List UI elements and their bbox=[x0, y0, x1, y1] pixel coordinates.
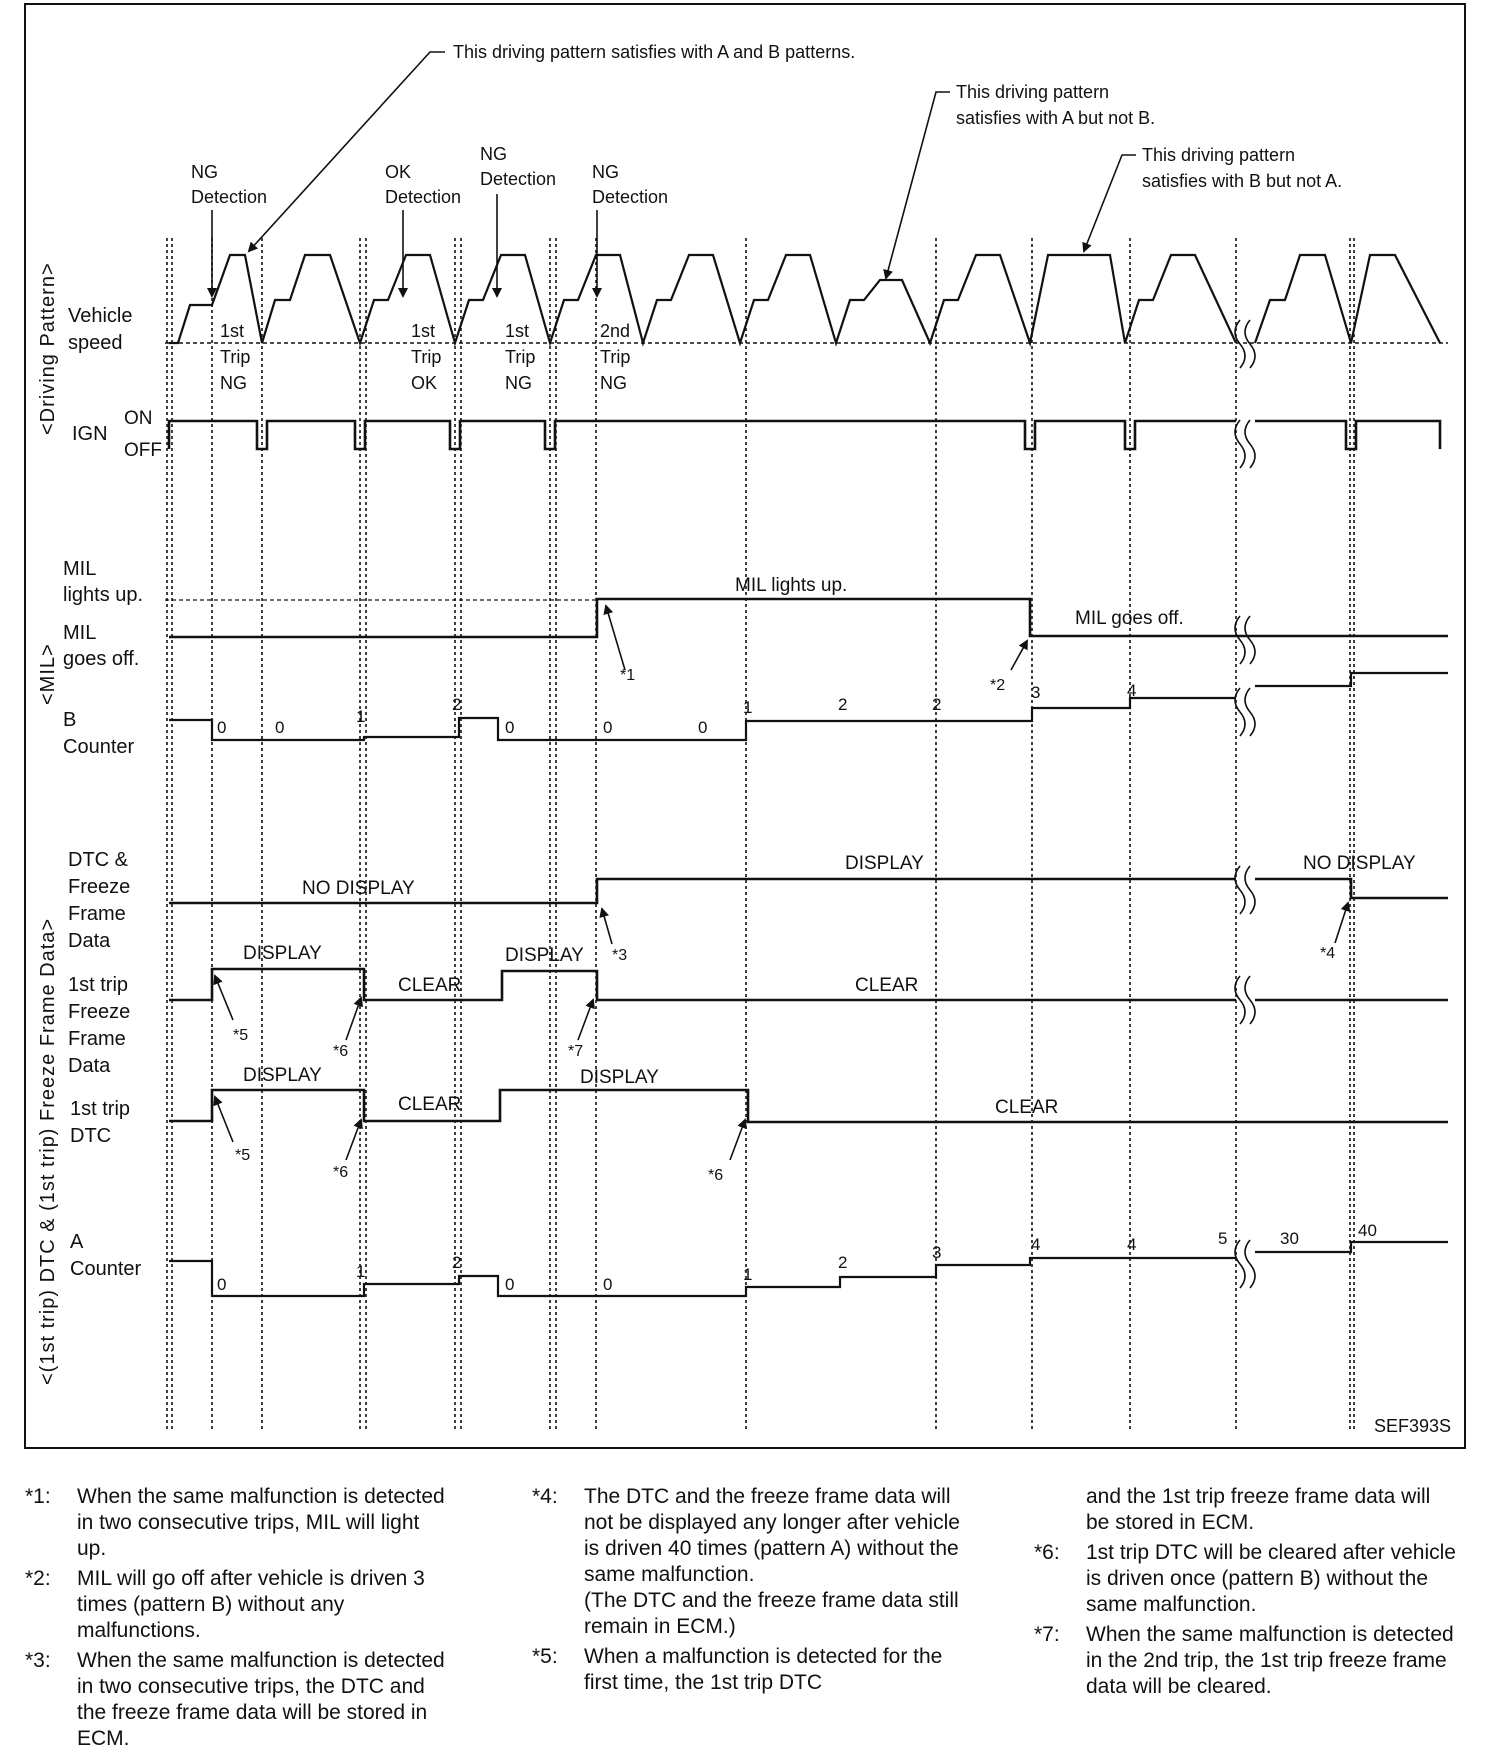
ff1-trace bbox=[169, 969, 1448, 1000]
note-1-text: When the same malfunction is detected in two consecutive trips, MIL will light up. bbox=[77, 1485, 445, 1560]
trip-4-line1: 2nd bbox=[600, 321, 631, 341]
b_counter-value: 0 bbox=[603, 718, 613, 737]
trip-4-line3: NG bbox=[600, 373, 627, 393]
b_counter-value: 0 bbox=[505, 718, 515, 737]
note-1-key: *1: bbox=[25, 1485, 51, 1508]
note-4 bbox=[532, 1484, 972, 1640]
ign-label: IGN bbox=[72, 423, 108, 445]
b-counter-label-1: B bbox=[63, 709, 77, 731]
mil-goes-label-2: goes off. bbox=[63, 648, 140, 670]
a_counter-value: 2 bbox=[838, 1253, 848, 1272]
mil-lights-label-2: lights up. bbox=[63, 584, 144, 606]
trip-1-line2: Trip bbox=[220, 347, 251, 367]
b_counter-value: 2 bbox=[932, 695, 942, 714]
mil-lights-label-1: MIL bbox=[63, 558, 97, 580]
detection-labels bbox=[191, 144, 668, 207]
a_counter-value: 1 bbox=[743, 1265, 753, 1284]
ign-on-label: ON bbox=[124, 408, 153, 429]
a_counter-value: 4 bbox=[1127, 1235, 1137, 1254]
trip-3 bbox=[505, 321, 535, 393]
b_counter-value: 2 bbox=[452, 695, 462, 714]
dtc1-marker-6b: *6 bbox=[708, 1167, 724, 1184]
ff1-marker-5: *5 bbox=[233, 1027, 249, 1044]
ign-break bbox=[1235, 420, 1255, 468]
detection-3-line1: NG bbox=[480, 144, 507, 164]
figure-code: SEF393S bbox=[1374, 1416, 1452, 1436]
ff1-label-1: 1st trip bbox=[68, 974, 129, 996]
trip-3-line3: NG bbox=[505, 373, 532, 393]
note-3-text: When the same malfunction is detected in two consecutive trips, the DTC and the freeze frame data will be stored in ECM. bbox=[77, 1649, 445, 1750]
dtc1-display-1: DISPLAY bbox=[243, 1065, 322, 1086]
a-counter-label-1: A bbox=[70, 1231, 84, 1253]
annotation-b-only bbox=[1084, 145, 1342, 251]
b_counter-value: 1 bbox=[356, 707, 366, 726]
ff1-display-2: DISPLAY bbox=[505, 945, 584, 966]
note-7 bbox=[1034, 1622, 1459, 1700]
note-7-text: When the same malfunction is detected in the 2nd trip, the 1st trip freeze frame data will be cleared. bbox=[1086, 1623, 1454, 1698]
note-5 bbox=[532, 1644, 972, 1696]
notes-col-3 bbox=[1034, 1484, 1459, 1704]
trip-4-line2: Trip bbox=[600, 347, 631, 367]
a_counter-value: 3 bbox=[932, 1243, 942, 1262]
dtc-break bbox=[1235, 866, 1255, 914]
trip-3-line1: 1st bbox=[505, 321, 530, 341]
ff1-label-2: Freeze bbox=[68, 1001, 131, 1023]
note-6-key: *6: bbox=[1034, 1541, 1060, 1564]
speed-break bbox=[1235, 320, 1255, 368]
annotation-b-only-line2: satisfies with B but not A. bbox=[1142, 171, 1343, 191]
detection-3-line2: Detection bbox=[480, 169, 557, 189]
dtc1-marker-6a: *6 bbox=[333, 1164, 349, 1181]
ff1-display-1: DISPLAY bbox=[243, 943, 322, 964]
trip-3-line2: Trip bbox=[505, 347, 536, 367]
vehicle-speed-label-1: Vehicle bbox=[68, 305, 133, 327]
detection-1-line1: NG bbox=[191, 162, 218, 182]
a_counter-value: 0 bbox=[217, 1275, 227, 1294]
b_counter-value: 2 bbox=[838, 695, 848, 714]
trip-2-line3: OK bbox=[411, 373, 438, 393]
b-counter-break bbox=[1235, 688, 1255, 736]
mil-goes-label-1: MIL bbox=[63, 622, 97, 644]
notes-col-1 bbox=[25, 1484, 450, 1756]
b_counter-value: 1 bbox=[743, 698, 753, 717]
detection-2-line1: OK bbox=[385, 162, 412, 182]
note-4-text: The DTC and the freeze frame data will not be displayed any longer after vehicle is driven 40 times (pattern A) without the same malfunction. bbox=[584, 1485, 960, 1586]
mil-trace bbox=[169, 599, 1448, 637]
section-dtc: <(1st trip) DTC & (1st trip) Freeze Frame Data> bbox=[37, 917, 59, 1385]
mil-goes-off-text: MIL goes off. bbox=[1075, 608, 1184, 629]
dtc-label-4: Data bbox=[68, 930, 111, 952]
ff1-label-4: Data bbox=[68, 1055, 111, 1077]
detection-arrows bbox=[212, 194, 597, 296]
mil-marker-1: *1 bbox=[620, 667, 636, 684]
dtc-marker-4: *4 bbox=[1320, 945, 1336, 962]
detection-2-line2: Detection bbox=[385, 187, 462, 207]
dtc1-trace bbox=[169, 1090, 1448, 1122]
b_counter-value: 3 bbox=[1031, 683, 1041, 702]
note-2 bbox=[25, 1566, 450, 1644]
note-2-text: MIL will go off after vehicle is driven 3 times (pattern B) without any malfunctions. bbox=[77, 1567, 425, 1642]
b_counter-value: 0 bbox=[217, 718, 227, 737]
annotation-b-only-line1: This driving pattern bbox=[1142, 145, 1296, 165]
annotation-a-only-line2: satisfies with A but not B. bbox=[956, 108, 1156, 128]
annotation-ab-text: This driving pattern satisfies with A and B patterns. bbox=[453, 42, 856, 62]
ign-off-label: OFF bbox=[124, 440, 162, 461]
mil-marker-2: *2 bbox=[990, 677, 1006, 694]
notes-col-2 bbox=[532, 1484, 972, 1700]
mil-lights-up-text: MIL lights up. bbox=[735, 575, 848, 596]
ff1-clear-1: CLEAR bbox=[398, 975, 462, 996]
note-5-continued: and the 1st trip freeze frame data will be stored in ECM. bbox=[1086, 1485, 1431, 1534]
note-2-key: *2: bbox=[25, 1567, 51, 1590]
a-counter-label-2: Counter bbox=[70, 1258, 142, 1280]
a_counter-value: 5 bbox=[1218, 1229, 1228, 1248]
ff1-marker-6: *6 bbox=[333, 1043, 349, 1060]
trip-1-line1: 1st bbox=[220, 321, 245, 341]
b_counter-value: 0 bbox=[698, 718, 708, 737]
note-4-key: *4: bbox=[532, 1485, 558, 1508]
dtc-label-3: Frame bbox=[68, 903, 126, 925]
detection-4-line1: NG bbox=[592, 162, 619, 182]
ff1-clear-2: CLEAR bbox=[855, 975, 919, 996]
section-mil: <MIL> bbox=[37, 643, 59, 705]
b-counter-label-2: Counter bbox=[63, 736, 135, 758]
note-3 bbox=[25, 1648, 450, 1752]
b_counter-value: 0 bbox=[275, 718, 285, 737]
note-1 bbox=[25, 1484, 450, 1562]
dtc-marker-3: *3 bbox=[612, 947, 628, 964]
mil-break bbox=[1235, 616, 1255, 664]
dtc1-marker-5: *5 bbox=[235, 1147, 251, 1164]
a_counter-value: 0 bbox=[603, 1275, 613, 1294]
trip-2-line1: 1st bbox=[411, 321, 436, 341]
a-counter-break bbox=[1235, 1240, 1255, 1288]
ff1-marker-7: *7 bbox=[568, 1043, 584, 1060]
a_counter-value: 4 bbox=[1031, 1235, 1041, 1254]
a_counter-value: 2 bbox=[452, 1253, 462, 1272]
b_counter-value: 4 bbox=[1127, 681, 1137, 700]
dtc1-label-1: 1st trip bbox=[70, 1098, 131, 1120]
a_counter-value: 30 bbox=[1280, 1229, 1299, 1248]
dtc-label-2: Freeze bbox=[68, 876, 131, 898]
annotation-a-only bbox=[886, 82, 1155, 278]
dtc-no-display: NO DISPLAY bbox=[302, 878, 415, 899]
detection-4-line2: Detection bbox=[592, 187, 669, 207]
a_counter-value: 40 bbox=[1358, 1221, 1377, 1240]
note-5-key: *5: bbox=[532, 1645, 558, 1668]
trip-2 bbox=[411, 321, 441, 393]
trip-1-line3: NG bbox=[220, 373, 247, 393]
trip-1 bbox=[220, 321, 250, 393]
trip-2-line2: Trip bbox=[411, 347, 442, 367]
note-6-text: 1st trip DTC will be cleared after vehicle is driven once (pattern B) without the same malfunction. bbox=[1086, 1541, 1456, 1616]
trip-4 bbox=[600, 321, 630, 393]
section-driving-pattern: <Driving Pattern> bbox=[37, 262, 59, 435]
note-7-key: *7: bbox=[1034, 1623, 1060, 1646]
vehicle-speed-label-2: speed bbox=[68, 332, 123, 354]
dtc1-label-2: DTC bbox=[70, 1125, 112, 1147]
ff1-label-3: Frame bbox=[68, 1028, 126, 1050]
dtc1-clear-1: CLEAR bbox=[398, 1094, 462, 1115]
time-guides bbox=[167, 238, 1354, 1432]
dtc1-clear-2: CLEAR bbox=[995, 1097, 1059, 1118]
ff1-break bbox=[1235, 976, 1255, 1024]
detection-1-line2: Detection bbox=[191, 187, 268, 207]
a_counter-value: 0 bbox=[505, 1275, 515, 1294]
note-3-key: *3: bbox=[25, 1649, 51, 1672]
note-4-sub: (The DTC and the freeze frame data still remain in ECM.) bbox=[584, 1589, 959, 1638]
annotation-a-only-line1: This driving pattern bbox=[956, 82, 1110, 102]
dtc-label-1: DTC & bbox=[68, 849, 128, 871]
note-5-text: When a malfunction is detected for the first time, the 1st trip DTC bbox=[584, 1645, 943, 1694]
note-6 bbox=[1034, 1540, 1459, 1618]
dtc1-display-2: DISPLAY bbox=[580, 1067, 659, 1088]
a_counter-value: 1 bbox=[356, 1262, 366, 1281]
annotation-ab bbox=[249, 42, 855, 251]
dtc-display: DISPLAY bbox=[845, 853, 924, 874]
dtc-no-display-end: NO DISPLAY bbox=[1303, 853, 1416, 874]
